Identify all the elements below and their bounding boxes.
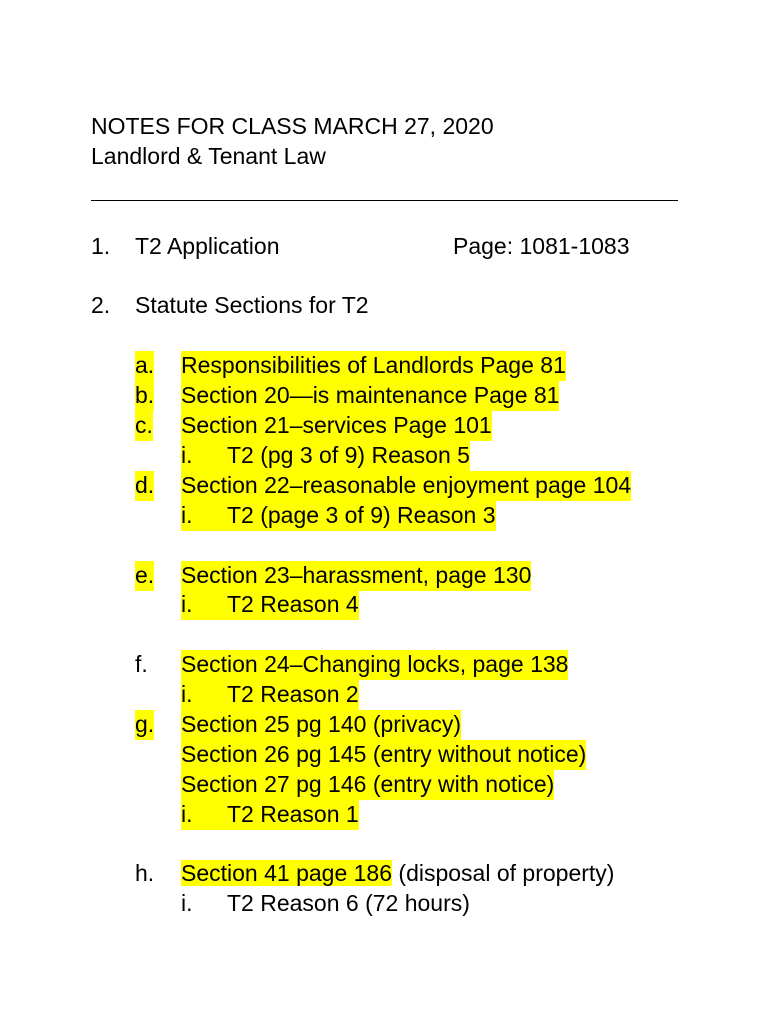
sub-item-text: Responsibilities of Landlords Page 81 <box>181 351 566 381</box>
sub-item-letter: g. <box>135 710 154 740</box>
sub-sub-item-numeral: i. <box>181 890 193 916</box>
sub-item-letter: b. <box>135 381 154 411</box>
sub-sub-item-text: T2 (page 3 of 9) Reason 3 <box>227 501 496 531</box>
sub-item-letter: h. <box>135 860 155 886</box>
sub-item-text: Section 25 pg 140 (privacy) <box>181 710 461 740</box>
sub-sub-item-text: T2 Reason 1 <box>227 800 359 830</box>
sub-sub-item-numeral: i. <box>181 680 227 710</box>
sub-sub-item-text: T2 (pg 3 of 9) Reason 5 <box>227 441 470 471</box>
sub-item-text: Section 27 pg 146 (entry with notice) <box>181 770 554 800</box>
list-item-number: 1. <box>91 233 111 259</box>
document-subtitle: Landlord & Tenant Law <box>91 142 326 169</box>
list-item-number: 2. <box>91 292 111 318</box>
sub-item-text: Section 26 pg 145 (entry without notice) <box>181 740 586 770</box>
sub-item-text: Section 21–services Page 101 <box>181 411 492 441</box>
sub-item-text: Section 22–reasonable enjoyment page 104 <box>181 471 631 501</box>
sub-item-letter: c. <box>135 411 153 441</box>
sub-item-letter: f. <box>135 651 148 677</box>
sub-item-text: Section 23–harassment, page 130 <box>181 561 531 591</box>
sub-sub-item-numeral: i. <box>181 441 227 471</box>
sub-sub-item-numeral: i. <box>181 590 227 620</box>
sub-sub-item-text: T2 Reason 2 <box>227 680 359 710</box>
sub-item-text <box>181 859 614 889</box>
page-reference: Page: 1081-1083 <box>453 233 630 259</box>
list-item-text: Statute Sections for T2 <box>135 292 369 318</box>
header-divider <box>91 200 678 201</box>
document-header <box>91 112 494 172</box>
sub-item-text: Section 20—is maintenance Page 81 <box>181 381 559 411</box>
sub-sub-item-text: T2 Reason 6 (72 hours) <box>227 890 470 916</box>
sub-item-letter: e. <box>135 561 154 591</box>
sub-item-text: Section 24–Changing locks, page 138 <box>181 650 568 680</box>
list-item-text: T2 Application <box>135 233 280 259</box>
sub-sub-item-numeral: i. <box>181 501 227 531</box>
highlighted-text: Section 41 page 186 <box>181 860 393 886</box>
sub-sub-item-text: T2 Reason 4 <box>227 590 359 620</box>
sub-sub-item-numeral: i. <box>181 800 227 830</box>
document-title: NOTES FOR CLASS MARCH 27, 2020 <box>91 113 494 139</box>
plain-text: (disposal of property) <box>392 860 615 886</box>
sub-item-letter: d. <box>135 471 154 501</box>
sub-item-letter: a. <box>135 351 154 381</box>
